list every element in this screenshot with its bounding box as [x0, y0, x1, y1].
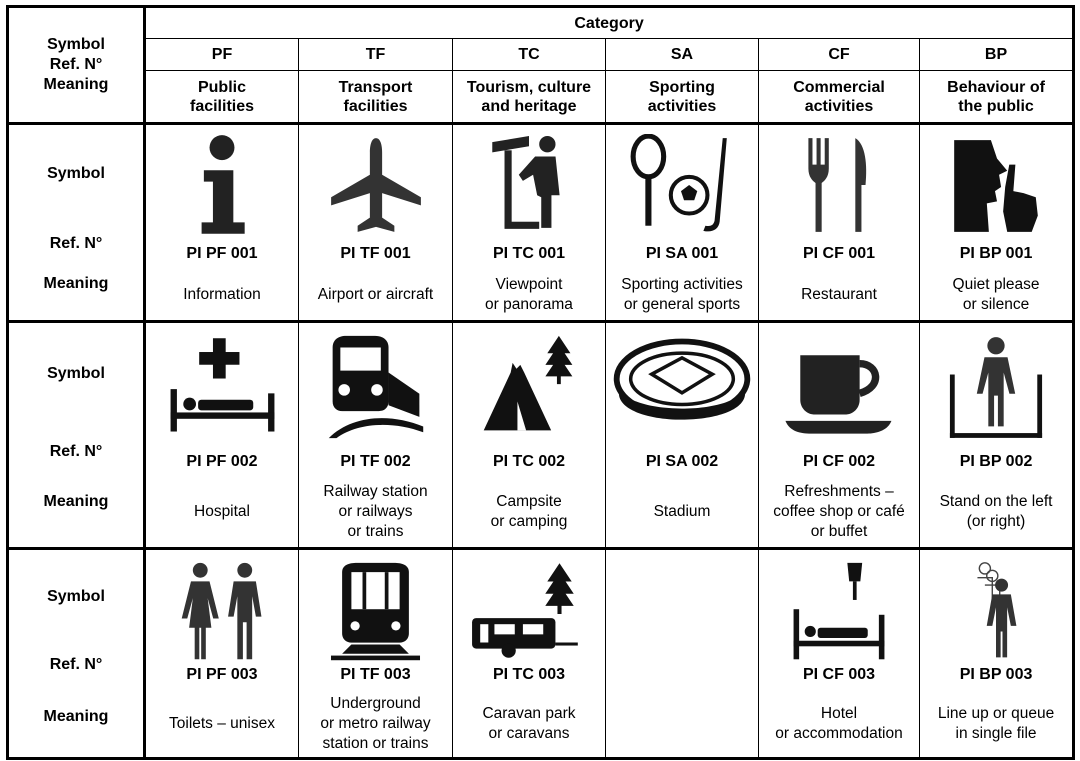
caravan-tree-icon — [453, 558, 605, 666]
pictogram-cell — [920, 124, 1074, 322]
ref-number: PI TF 001 — [340, 245, 411, 262]
meaning-line: Viewpoint — [495, 276, 563, 293]
meaning-text — [299, 273, 452, 317]
pictogram-cell — [453, 549, 606, 759]
category-name-line: Behaviour of — [947, 78, 1045, 96]
meaning-line: Hospital — [194, 503, 250, 520]
pictogram-cell — [920, 322, 1074, 549]
coffee-cup-icon — [759, 331, 919, 443]
hospital-bed-icon — [146, 331, 298, 443]
category-code-bp: BP — [920, 39, 1074, 71]
category-header: Category — [145, 7, 1074, 39]
meaning-line: Campsite — [496, 493, 562, 510]
category-name-line: activities — [647, 97, 717, 115]
metro-train-icon — [299, 558, 452, 666]
meaning-text — [920, 479, 1072, 545]
category-code-tc: TC — [453, 39, 606, 71]
category-name-line: Commercial — [793, 78, 885, 96]
pictogram-cell — [453, 322, 606, 549]
ref-number: PI BP 001 — [959, 245, 1033, 262]
category-name-line: Public — [197, 78, 246, 96]
row-label-meaning: Meaning — [43, 493, 109, 510]
meaning-line: station or trains — [322, 735, 429, 752]
meaning-text — [606, 273, 758, 317]
meaning-text — [920, 273, 1072, 317]
meaning-line: Airport or aircraft — [317, 286, 434, 303]
meaning-line: Underground — [330, 695, 421, 712]
hotel-bed-lamp-icon — [759, 558, 919, 666]
ref-number: PI CF 003 — [802, 666, 876, 683]
category-name-cf — [759, 71, 920, 124]
meaning-text — [146, 273, 298, 317]
meaning-line: or metro railway — [320, 715, 431, 732]
information-icon — [146, 131, 298, 239]
pictogram-cell — [453, 124, 606, 322]
ref-number: PI BP 002 — [959, 453, 1033, 470]
meaning-line: or buffet — [810, 523, 868, 540]
category-code-cf: CF — [759, 39, 920, 71]
category-name-line: Sporting — [649, 78, 715, 96]
category-name-line: and heritage — [481, 97, 577, 115]
category-name-tc — [453, 71, 606, 124]
meaning-text — [759, 273, 919, 317]
meaning-line: or general sports — [623, 296, 741, 313]
ref-number: PI SA 002 — [645, 453, 719, 470]
row-label-ref: Ref. N° — [49, 235, 103, 252]
tent-tree-icon — [453, 331, 605, 443]
meaning-line: Line up or queue — [937, 705, 1055, 722]
pictogram-cell — [920, 549, 1074, 759]
pictogram-category-table — [6, 5, 1075, 760]
category-name-pf — [145, 71, 299, 124]
meaning-line: or railways — [338, 503, 413, 520]
meaning-line: Sporting activities — [621, 276, 743, 293]
pictogram-cell — [145, 322, 299, 549]
category-code-pf: PF — [145, 39, 299, 71]
category-name-bp — [920, 71, 1074, 124]
meaning-text — [759, 479, 919, 545]
meaning-line: or accommodation — [775, 725, 903, 742]
ref-number: PI TC 002 — [492, 453, 566, 470]
pictogram-cell — [299, 124, 453, 322]
category-code-tf: TF — [299, 39, 453, 71]
meaning-lines — [953, 275, 1040, 315]
ref-number: PI TC 003 — [492, 666, 566, 683]
ref-number: PI CF 001 — [802, 245, 876, 262]
meaning-line: or panorama — [485, 296, 573, 313]
meaning-line: or camping — [490, 513, 568, 530]
meaning-lines — [194, 502, 250, 522]
row-label-symbol: Symbol — [47, 365, 105, 382]
meaning-text — [146, 692, 298, 756]
category-name-line: the public — [958, 97, 1034, 115]
meaning-line: Restaurant — [801, 286, 877, 303]
pictogram-cell — [759, 322, 920, 549]
row-label-meaning: Meaning — [43, 275, 109, 292]
category-name-line: facilities — [189, 97, 255, 115]
airplane-icon — [299, 131, 452, 239]
meaning-lines — [654, 502, 711, 522]
ref-number: PI BP 003 — [959, 666, 1033, 683]
meaning-lines — [318, 285, 433, 305]
category-code-sa: SA — [606, 39, 759, 71]
row-label-symbol: Symbol — [47, 165, 105, 182]
meaning-line: Quiet please — [952, 276, 1040, 293]
meaning-text — [299, 692, 452, 756]
header-legend-symbol: Symbol — [47, 36, 105, 53]
meaning-line: Caravan park — [482, 705, 576, 722]
meaning-lines — [801, 285, 877, 305]
ref-number: PI PF 002 — [186, 453, 258, 470]
meaning-lines — [323, 482, 427, 542]
meaning-line: or trains — [347, 523, 404, 540]
viewpoint-telescope-icon — [453, 131, 605, 239]
category-name-line: Tourism, culture — [466, 78, 592, 96]
meaning-line: or caravans — [488, 725, 570, 742]
empty-cell — [606, 549, 759, 759]
sports-equipment-icon — [606, 131, 758, 239]
meaning-lines — [775, 704, 903, 744]
ref-number: PI TF 002 — [340, 453, 411, 470]
ref-number: PI SA 001 — [645, 245, 719, 262]
meaning-line: coffee shop or café — [773, 503, 905, 520]
meaning-line: Information — [183, 286, 261, 303]
row-labels-3 — [8, 549, 145, 759]
meaning-lines — [773, 482, 905, 542]
row-label-symbol: Symbol — [47, 588, 105, 605]
meaning-text — [453, 479, 605, 545]
meaning-text — [146, 479, 298, 545]
meaning-line: Railway station — [323, 483, 428, 500]
meaning-line: Hotel — [820, 705, 858, 722]
ref-number: PI CF 002 — [802, 453, 876, 470]
category-name-sa — [606, 71, 759, 124]
category-name-tf — [299, 71, 453, 124]
meaning-line: Stadium — [653, 503, 711, 520]
toilets-unisex-icon — [146, 558, 298, 666]
pictogram-cell — [759, 549, 920, 759]
header-legend-ref: Ref. N° — [49, 56, 103, 73]
meaning-lines — [491, 492, 568, 532]
header-legend-meaning: Meaning — [43, 76, 109, 93]
meaning-line: Toilets – unisex — [169, 715, 275, 732]
row-label-ref: Ref. N° — [49, 656, 103, 673]
meaning-line: Stand on the left — [939, 493, 1053, 510]
stand-escalator-icon — [920, 331, 1072, 443]
stadium-icon — [606, 331, 758, 443]
category-name-line: facilities — [343, 97, 408, 115]
meaning-line: in single file — [955, 725, 1037, 742]
quiet-please-icon — [920, 131, 1072, 239]
meaning-text — [453, 273, 605, 317]
row-labels-2 — [8, 322, 145, 549]
pictogram-cell — [759, 124, 920, 322]
meaning-lines — [183, 285, 261, 305]
meaning-line: Refreshments – — [784, 483, 894, 500]
meaning-lines — [940, 492, 1053, 532]
meaning-text — [920, 692, 1072, 756]
ref-number: PI TC 001 — [492, 245, 566, 262]
meaning-line: or silence — [962, 296, 1030, 313]
meaning-lines — [485, 275, 573, 315]
fork-knife-icon — [759, 131, 919, 239]
ref-number: PI PF 001 — [186, 245, 258, 262]
pictogram-cell — [606, 322, 759, 549]
row-label-meaning: Meaning — [43, 708, 109, 725]
row-label-ref: Ref. N° — [49, 443, 103, 460]
row-labels-1 — [8, 124, 145, 322]
pictogram-cell — [299, 549, 453, 759]
meaning-lines — [938, 704, 1054, 744]
ref-number: PI TF 003 — [340, 666, 411, 683]
meaning-lines — [621, 275, 742, 315]
ref-number: PI PF 003 — [186, 666, 258, 683]
meaning-text — [759, 692, 919, 756]
meaning-text — [453, 692, 605, 756]
pictogram-cell — [299, 322, 453, 549]
pictogram-cell — [145, 124, 299, 322]
meaning-text — [606, 479, 758, 545]
header-legend-cell — [8, 7, 145, 124]
meaning-line: (or right) — [966, 513, 1026, 530]
meaning-text — [299, 479, 452, 545]
category-name-line: Transport — [338, 78, 413, 96]
meaning-lines — [482, 704, 575, 744]
train-icon — [299, 331, 452, 443]
meaning-lines — [169, 714, 275, 734]
category-name-line: activities — [804, 97, 874, 115]
queue-people-icon — [920, 558, 1072, 666]
pictogram-cell — [145, 549, 299, 759]
pictogram-cell — [606, 124, 759, 322]
meaning-lines — [320, 694, 430, 754]
